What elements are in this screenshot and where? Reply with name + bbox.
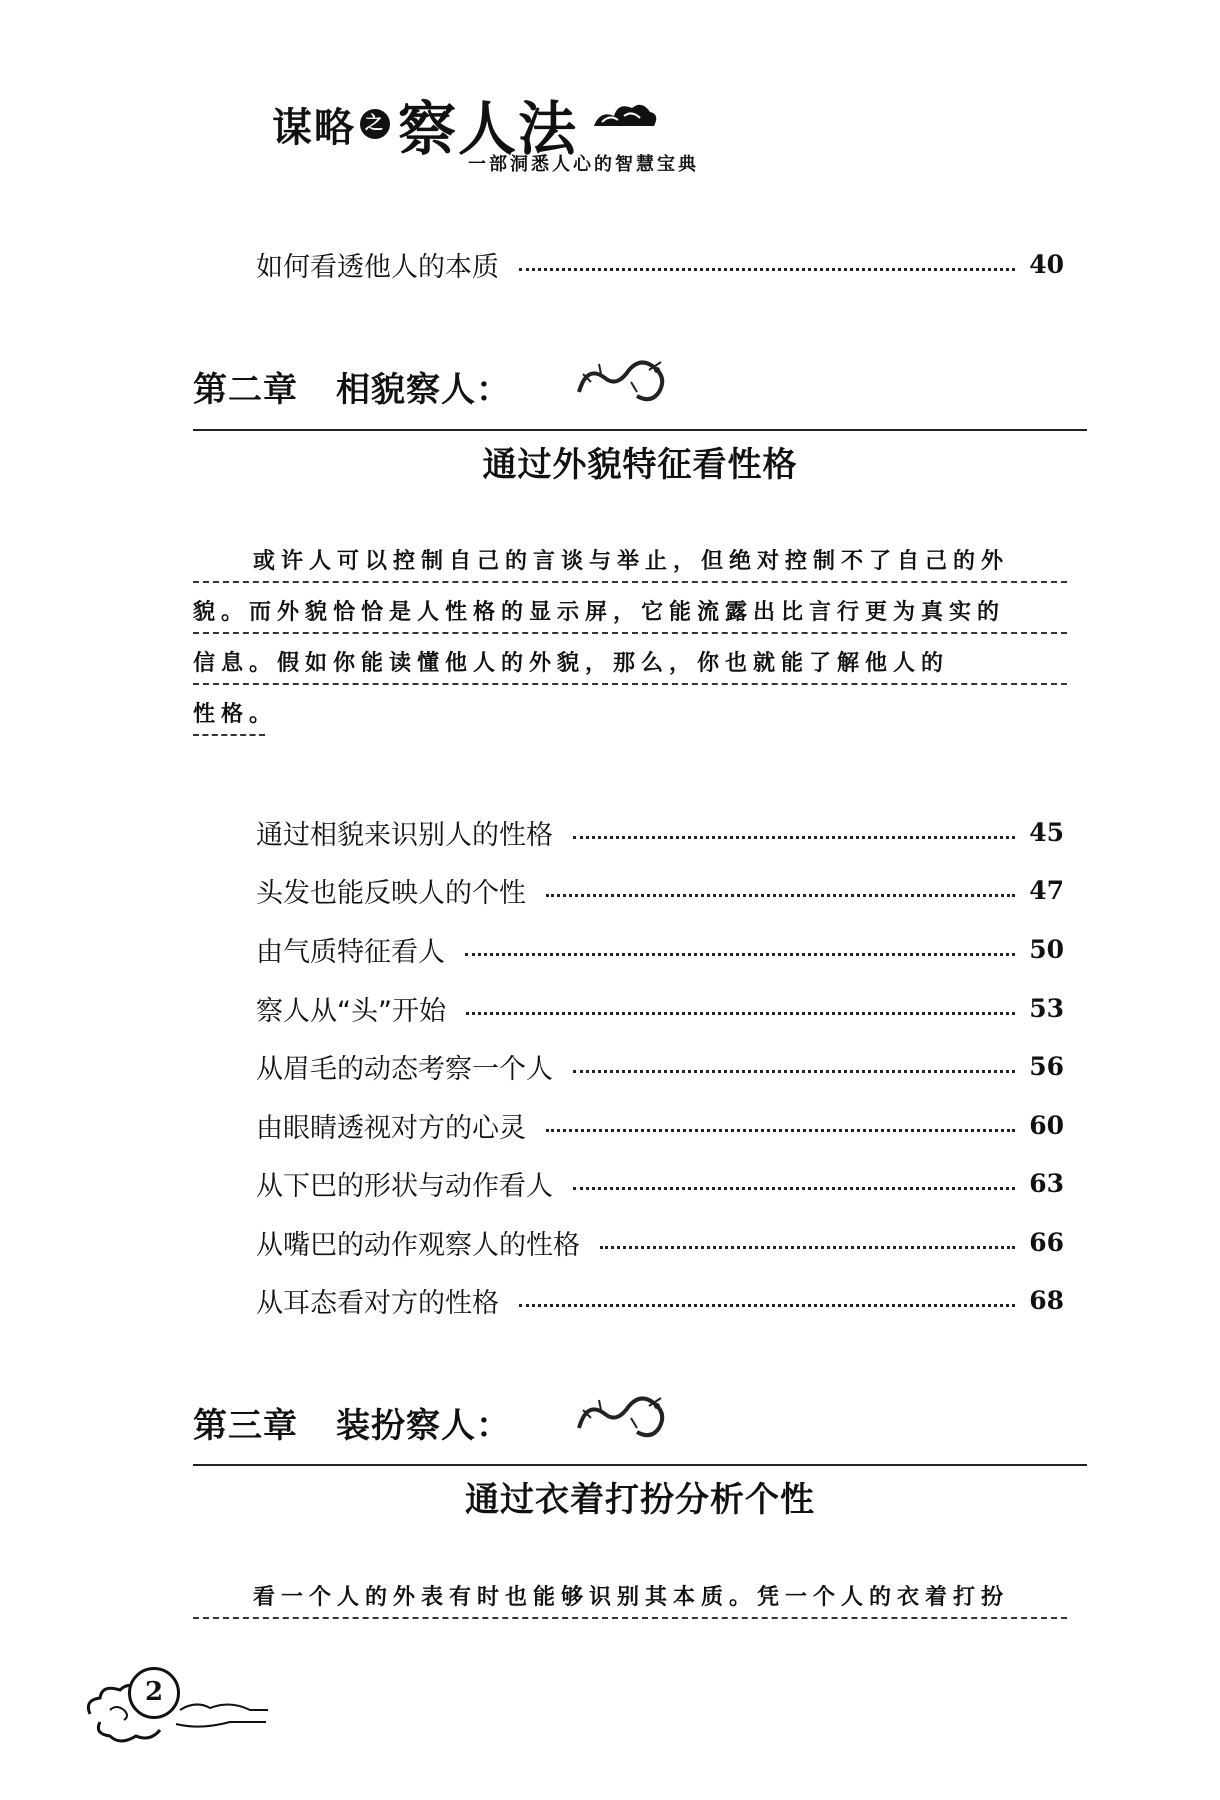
toc-entry-page: 50 [1029,934,1064,964]
intro-line: 或许人可以控制自己的言谈与举止，但绝对控制不了自己的外 [193,544,1067,583]
toc-leader [519,268,1015,271]
chapter-name: 相貌察人： [336,370,511,410]
book-title-left: 谋略 [272,104,356,151]
book-title-zhi: 之 [360,109,390,139]
toc-entry[interactable] [256,1222,1064,1262]
toc-entry-title: 通过相貌来识别人的性格 [256,819,553,851]
toc-leader [466,1012,1015,1015]
toc-entry-page: 40 [1029,249,1064,279]
toc-entry-title: 由眼睛透视对方的心灵 [256,1112,526,1144]
toc-entry-page: 56 [1029,1051,1064,1081]
toc-entry[interactable] [256,988,1064,1028]
chapter-heading [193,352,675,421]
chapter-heading [193,1388,675,1457]
toc-entry-page: 45 [1029,817,1064,847]
toc-entry-page: 47 [1029,875,1064,905]
toc-entry-page: 63 [1029,1168,1064,1198]
toc-entry-page: 66 [1029,1227,1064,1257]
chapter-subtitle: 通过外貌特征看性格 [482,445,798,485]
toc-leader [546,1129,1015,1132]
toc-entry-title: 从下巴的形状与动作看人 [256,1170,553,1202]
toc-entry-title: 从嘴巴的动作观察人的性格 [256,1229,580,1261]
chapter-rule [193,429,1087,431]
chapter-name: 装扮察人： [336,1406,511,1446]
toc-entry-title: 从耳态看对方的性格 [256,1287,499,1319]
toc-entry-title: 头发也能反映人的个性 [256,877,526,909]
toc-entry[interactable] [256,1280,1064,1320]
toc-entry-page: 68 [1029,1285,1064,1315]
dragon-icon [571,1388,675,1457]
toc-entry-title: 由气质特征看人 [256,936,445,968]
toc-leader [546,894,1015,897]
toc-leader [573,1070,1015,1073]
toc-entry[interactable] [256,244,1064,284]
intro-line: 貌。而外貌恰恰是人性格的显示屏，它能流露出比言行更为真实的 [193,595,1067,634]
cloud-ornament-icon [590,96,660,140]
toc-leader [573,1187,1015,1190]
chapter-subtitle: 通过衣着打扮分析个性 [465,1480,815,1520]
intro-line: 信息。假如你能读懂他人的外貌，那么，你也就能了解他人的 [193,646,1067,685]
toc-entry[interactable] [256,1046,1064,1086]
dragon-icon [571,352,675,421]
book-title-right: 察人法 [398,95,579,163]
toc-entry[interactable] [256,870,1064,910]
toc-entry[interactable] [256,1163,1064,1203]
chapter-rule [193,1464,1087,1466]
intro-line: 性格。 [193,697,265,736]
toc-leader [600,1246,1015,1249]
chapter-number: 第二章 [193,370,298,410]
toc-entry-title: 从眉毛的动态考察一个人 [256,1053,553,1085]
toc-entry-page: 60 [1029,1110,1064,1140]
intro-line: 看一个人的外表有时也能够识别其本质。凭一个人的衣着打扮 [193,1580,1067,1619]
toc-entry-title: 如何看透他人的本质 [256,251,499,283]
book-subtitle: 一部洞悉人心的智慧宝典 [468,154,699,175]
toc-entry-title: 察人从“头”开始 [256,995,446,1027]
toc-leader [519,1304,1015,1307]
toc-leader [465,953,1015,956]
toc-entry-page: 53 [1029,993,1064,1023]
toc-entry[interactable] [256,812,1064,852]
toc-entry[interactable] [256,929,1064,969]
toc-leader [573,836,1015,839]
toc-entry[interactable] [256,1105,1064,1145]
page-number: 2 [128,1667,180,1719]
chapter-number: 第三章 [193,1406,298,1446]
